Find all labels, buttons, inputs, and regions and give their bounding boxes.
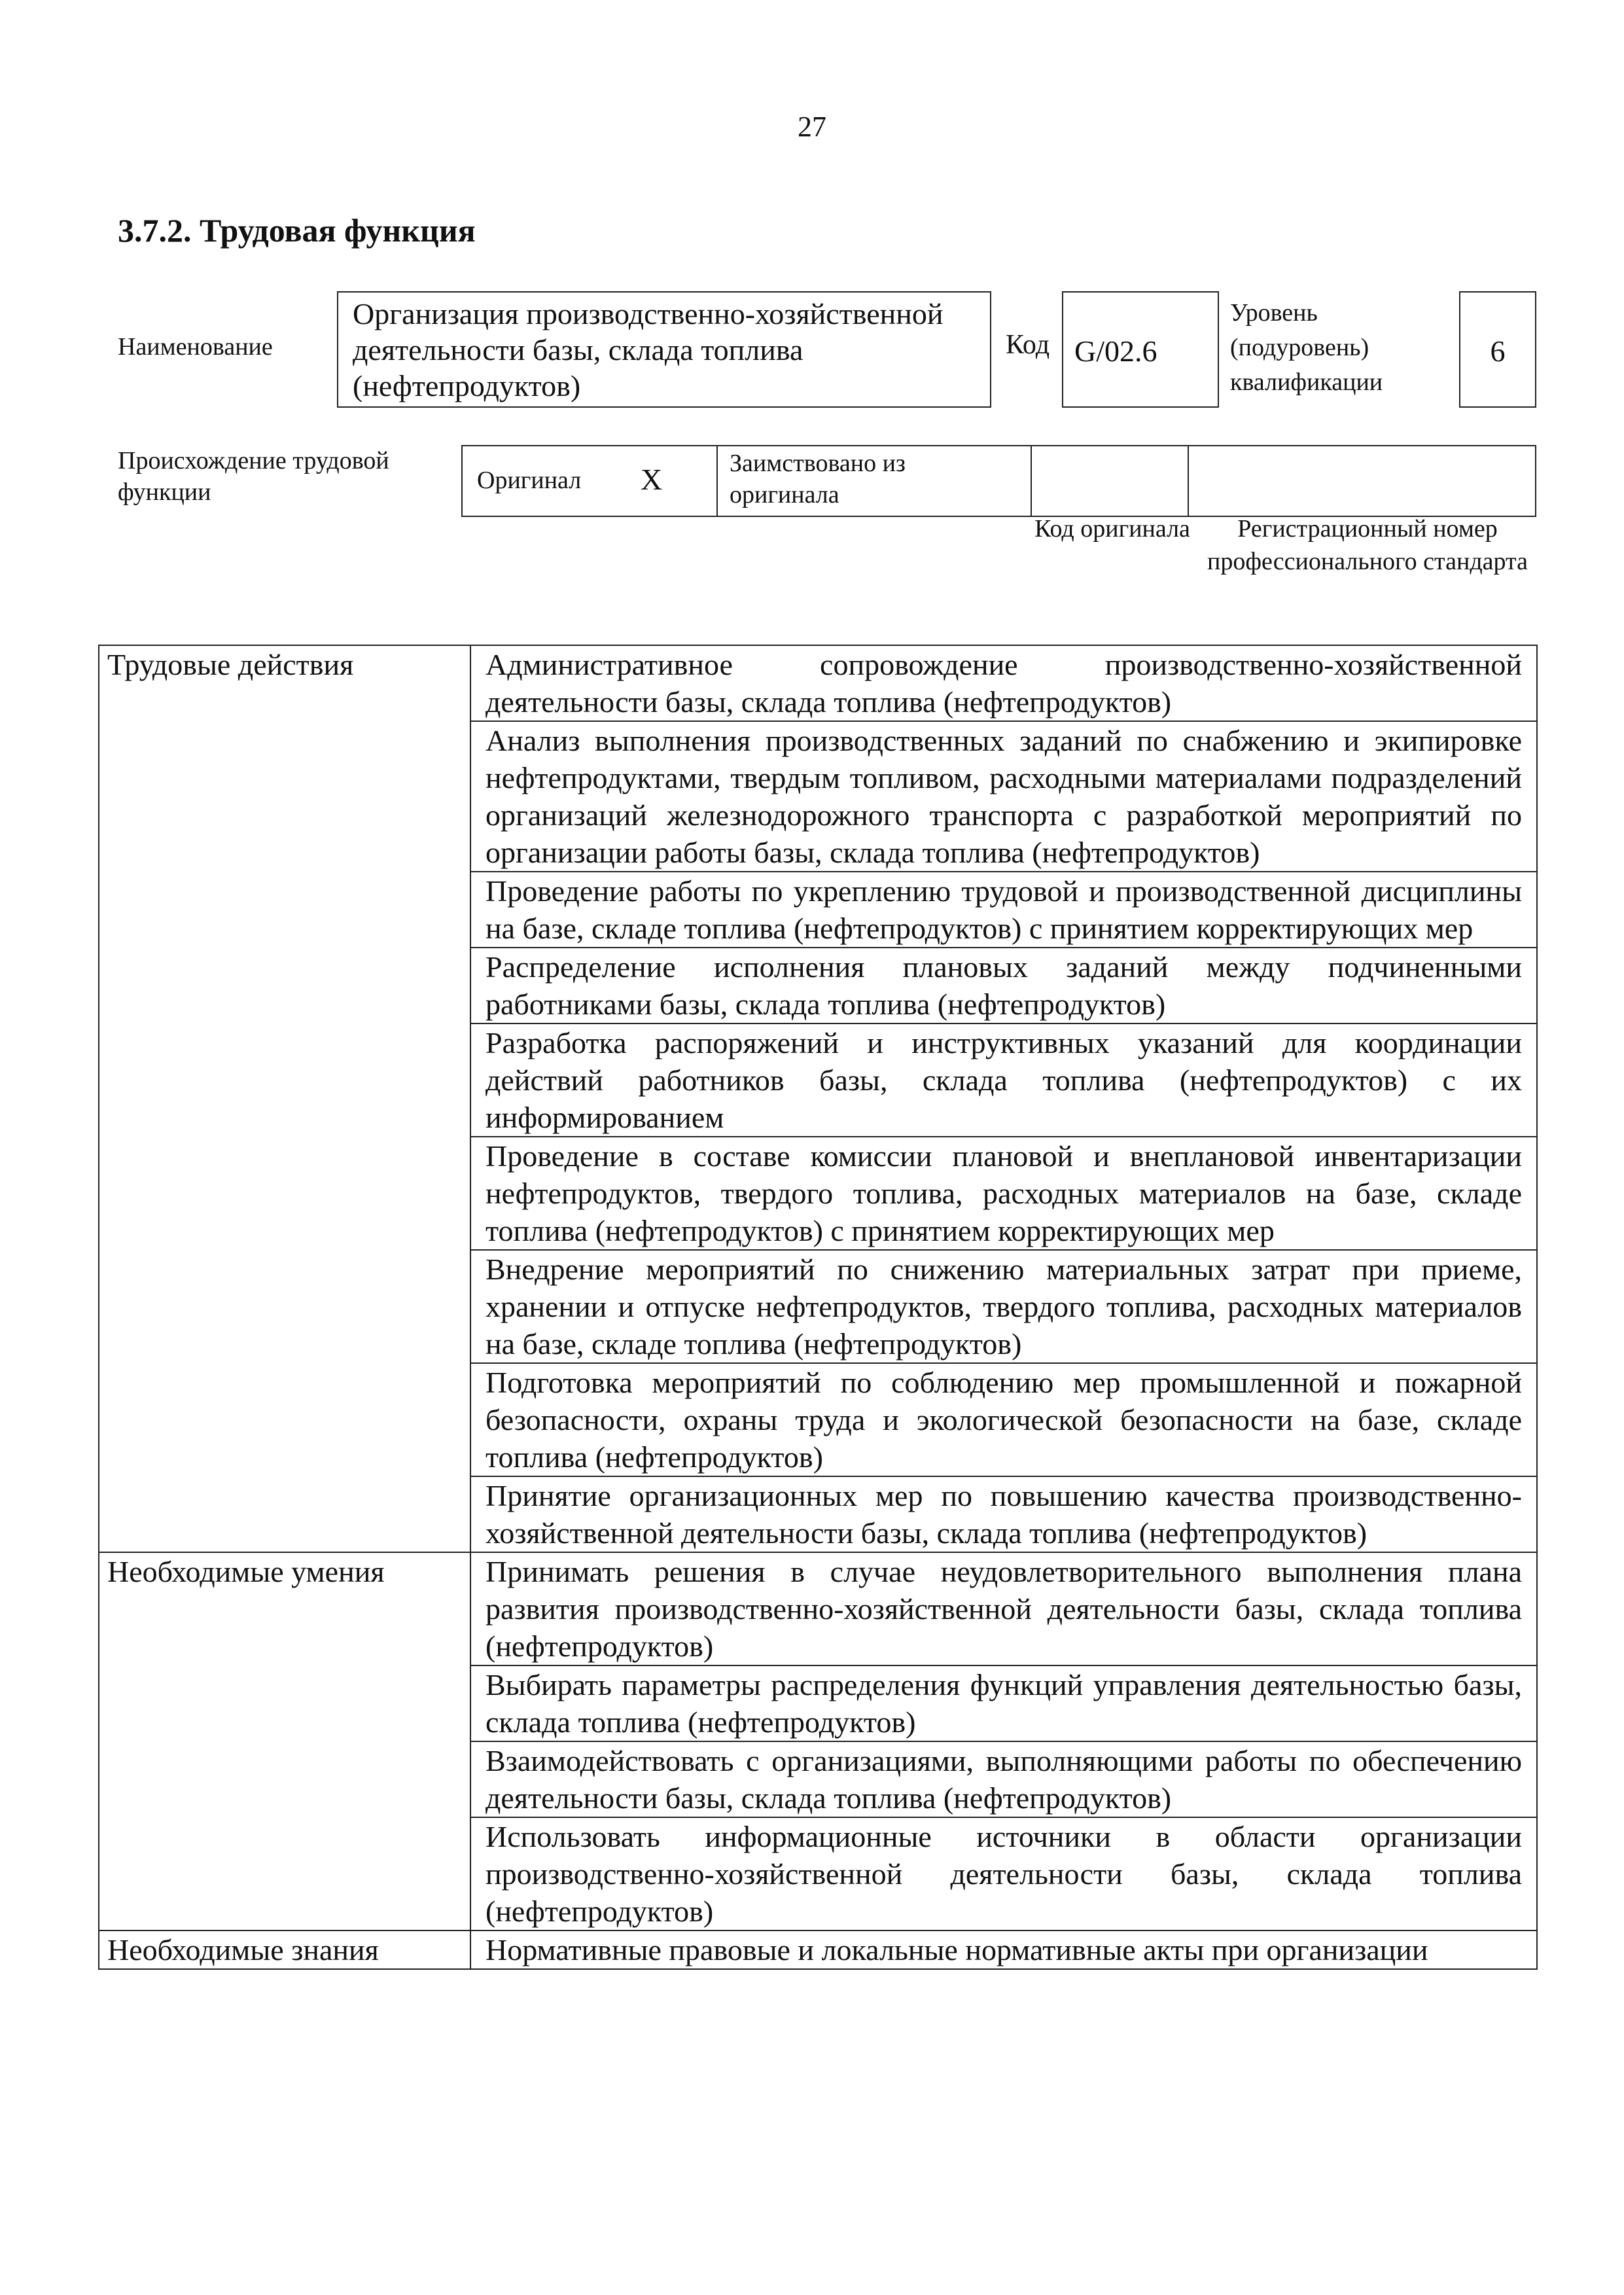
item-cell: Распределение исполнения плановых заданий между подчиненными работниками базы, склада топлива (нефтепродуктов) bbox=[470, 948, 1537, 1023]
page-number: 27 bbox=[798, 111, 826, 143]
category-cell: Необходимые знания bbox=[99, 1930, 470, 1969]
item-cell: Принимать решения в случае неудовлетворительного выполнения плана развития производственно-хозяйственной деятельности базы, склада топлива (нефтепродуктов) bbox=[470, 1552, 1537, 1665]
item-cell: Анализ выполнения производственных заданий по снабжению и экипировке нефтепродуктами, твердым топливом, расходными материалами подразделений организаций железнодорожного транспорта с разработкой мероприятий по организации работы базы, склада топлива (нефтепродуктов) bbox=[470, 721, 1537, 872]
item-cell: Административное сопровождение производственно-хозяйственной деятельности базы, склада топлива (нефтепродуктов) bbox=[470, 645, 1537, 721]
section-title: 3.7.2. Трудовая функция bbox=[118, 212, 476, 249]
item-cell: Взаимодействовать с организациями, выполняющими работы по обеспечению деятельности базы, склада топлива (нефтепродуктов) bbox=[470, 1741, 1537, 1817]
origin-reg-number-cell bbox=[1189, 446, 1535, 516]
origin-label: Происхождение трудовой функции bbox=[118, 447, 389, 506]
borrowed-label: Заимствовано из оригинала bbox=[730, 450, 906, 508]
origin-table bbox=[461, 445, 1536, 517]
origin-borrowed-cell bbox=[718, 446, 1032, 516]
item-cell: Проведение в составе комиссии плановой и внеплановой инвентаризации нефтепродуктов, твердого топлива, расходных материалов на базе, складе топлива (нефтепродуктов) с принятием корректирующих мер bbox=[470, 1137, 1537, 1250]
item-cell: Проведение работы по укреплению трудовой и производственной дисциплины на базе, складе топлива (нефтепродуктов) с принятием корректирующих мер bbox=[470, 872, 1537, 948]
item-cell: Подготовка мероприятий по соблюдению мер промышленной и пожарной безопасности, охраны труда и экологической безопасности на базе, складе топлива (нефтепродуктов) bbox=[470, 1363, 1537, 1476]
reg-number-caption: Регистрационный номер профессионального стандарта bbox=[1207, 515, 1528, 575]
category-cell: Трудовые действия bbox=[99, 645, 470, 1552]
category-cell: Необходимые умения bbox=[99, 1552, 470, 1930]
item-cell: Разработка распоряжений и инструктивных указаний для координации действий работников базы, склада топлива (нефтепродуктов) с их информированием bbox=[470, 1023, 1537, 1137]
origin-code-cell bbox=[1032, 446, 1189, 516]
item-cell: Внедрение мероприятий по снижению материальных затрат при приеме, хранении и отпуске нефтепродуктов, твердого топлива, расходных материалов на базе, складе топлива (нефтепродуктов) bbox=[470, 1250, 1537, 1363]
item-cell: Выбирать параметры распределения функций управления деятельностью базы, склада топлива (нефтепродуктов) bbox=[470, 1665, 1537, 1741]
labor-function-table bbox=[98, 645, 1538, 1970]
table-row bbox=[99, 1930, 1537, 1969]
code-original-caption: Код оригинала bbox=[1034, 515, 1190, 543]
table-row bbox=[99, 1552, 1537, 1665]
original-mark: X bbox=[641, 463, 663, 496]
item-cell: Принятие организационных мер по повышению качества производственно-хозяйственной деятельности базы, склада топлива (нефтепродуктов) bbox=[470, 1476, 1537, 1552]
code-value-box: G/02.6 bbox=[1062, 291, 1219, 408]
item-cell: Нормативные правовые и локальные нормативные акты при организации bbox=[470, 1930, 1537, 1969]
original-label: Оригинал bbox=[477, 467, 582, 494]
level-label: Уровень (подуровень) квалификации bbox=[1230, 299, 1383, 396]
naming-label: Наименование bbox=[118, 333, 273, 361]
code-label: Код bbox=[1006, 330, 1050, 360]
function-name-box: Организация производственно-хозяйственной деятельности базы, склада топлива (нефтепродуктов) bbox=[337, 291, 991, 408]
table-row bbox=[99, 645, 1537, 721]
origin-original-cell bbox=[463, 446, 718, 516]
level-value-box: 6 bbox=[1459, 291, 1536, 408]
item-cell: Использовать информационные источники в области организации производственно-хозяйственной деятельности базы, склада топлива (нефтепродуктов) bbox=[470, 1817, 1537, 1930]
